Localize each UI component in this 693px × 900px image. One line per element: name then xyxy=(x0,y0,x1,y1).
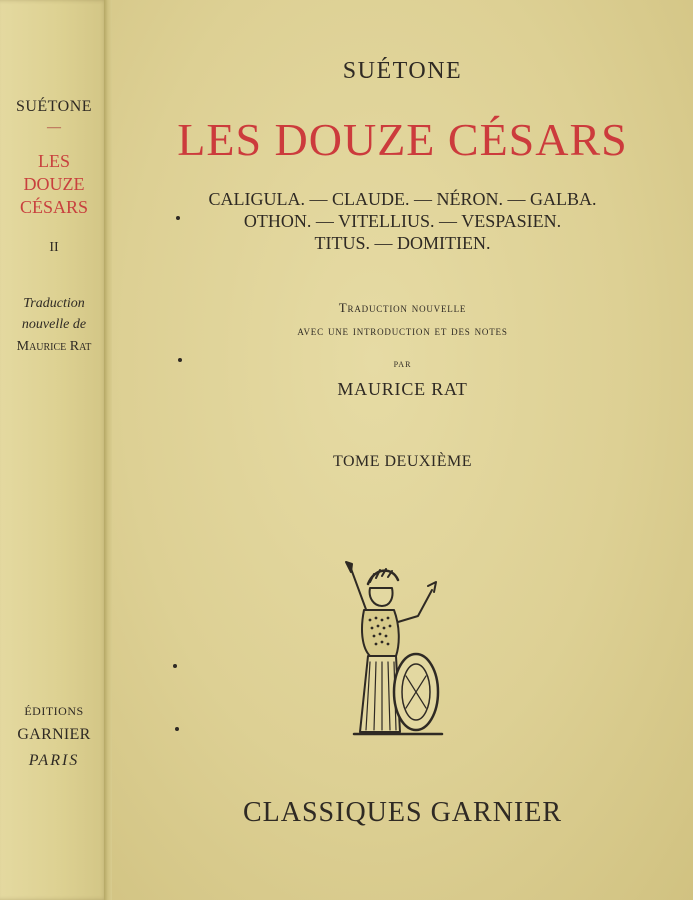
cover-author: SUÉTONE xyxy=(342,58,463,84)
par-label: par xyxy=(393,358,412,370)
cover-tome: TOME DEUXIÈME xyxy=(332,453,473,470)
translation-note-line2: avec une introduction et des notes xyxy=(297,323,508,338)
contents-line: OTHON. — VITELLIUS. — VESPASIEN. xyxy=(243,211,562,231)
spine-publisher-name: GARNIER xyxy=(17,726,91,743)
spine-title-line: LES xyxy=(37,151,70,171)
spine-translator: Maurice Rat xyxy=(16,339,92,354)
spine-separator: — xyxy=(47,120,61,135)
collection-name: CLASSIQUES GARNIER xyxy=(242,797,563,828)
cover-contents xyxy=(112,188,693,254)
paper-speck xyxy=(173,664,177,668)
paper-speck xyxy=(178,358,182,362)
translation-note-line1: Traduction nouvelle xyxy=(338,300,467,315)
spine-tome: II xyxy=(49,240,59,255)
athena-warrior-icon xyxy=(340,560,450,740)
spine-title xyxy=(0,150,108,219)
spine-title-line: CÉSARS xyxy=(19,197,89,217)
paper-speck xyxy=(175,727,179,731)
cover-title: LES DOUZE CÉSARS xyxy=(177,114,628,165)
spine-publisher-city: PARIS xyxy=(28,752,80,769)
paper-speck xyxy=(176,216,180,220)
contents-line: CALIGULA. — CLAUDE. — NÉRON. — GALBA. xyxy=(208,189,597,209)
cover-translator: MAURICE RAT xyxy=(337,379,468,399)
spine-translation-line: Traduction xyxy=(23,296,85,311)
spine-title-line: DOUZE xyxy=(23,174,85,194)
spine-translation-note xyxy=(0,293,108,335)
spine-author: SUÉTONE xyxy=(15,98,93,115)
contents-line: TITUS. — DOMITIEN. xyxy=(314,233,491,253)
spine-translation-line: nouvelle de xyxy=(21,317,87,332)
spine-publisher-editions: ÉDITIONS xyxy=(24,704,84,718)
